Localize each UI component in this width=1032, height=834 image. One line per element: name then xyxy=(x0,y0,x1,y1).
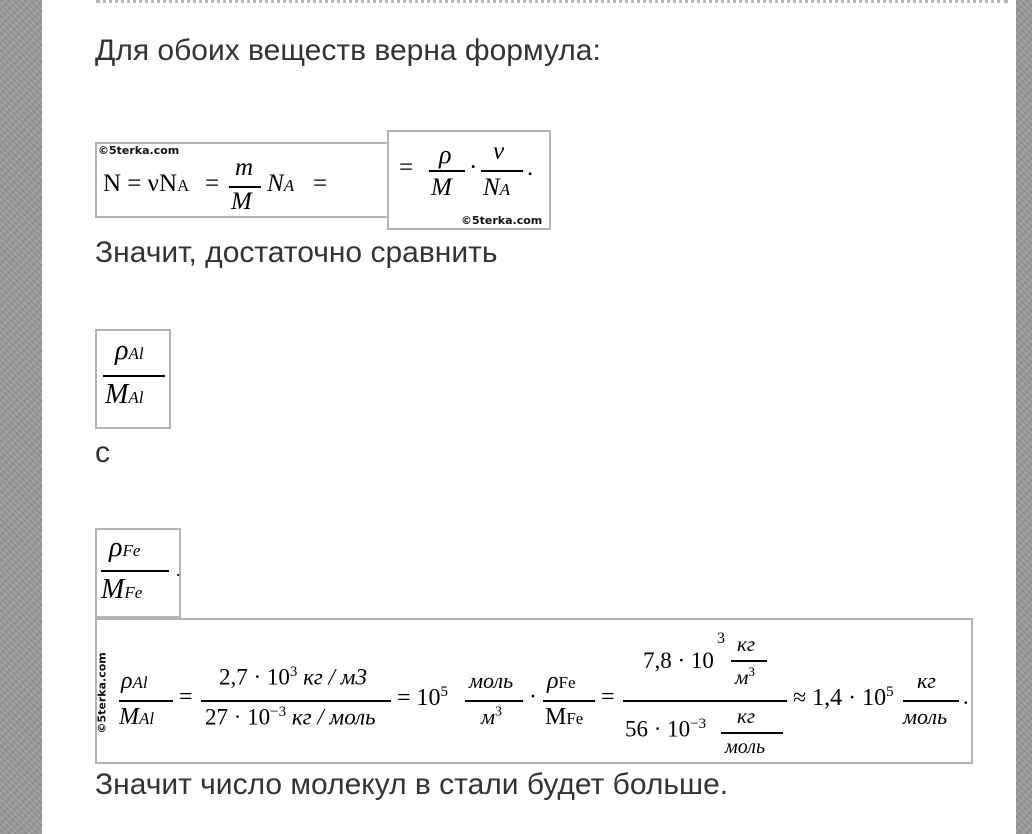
formula-calculation xyxy=(95,618,973,764)
calc-eq2: = $10^5$ xyxy=(397,684,449,711)
formula2-nu: ν xyxy=(493,138,505,165)
calc-big-num-exp: 3 xyxy=(717,630,725,647)
formula2-M: M xyxy=(431,174,452,201)
fraction-bar xyxy=(101,570,169,572)
calc-u2-den: моль xyxy=(903,704,948,729)
fraction-bar xyxy=(543,700,595,702)
paragraph-compare: Значит, достаточно сравнить xyxy=(95,236,498,269)
formula2-eq: = xyxy=(399,154,414,181)
calc-big-num-u-num: кг xyxy=(737,632,756,656)
fraction-bar xyxy=(429,170,465,172)
calc-dot: · xyxy=(529,684,537,710)
ratio-al-rho: ρAl xyxy=(115,335,144,366)
formula-image-n xyxy=(95,142,389,218)
ratio-fe-rho: ρFe xyxy=(109,532,141,563)
ratio-fe-end: . xyxy=(176,560,181,580)
formula-na: NA xyxy=(267,170,295,197)
formula2-dot: · xyxy=(469,154,478,181)
calc-u2-num: кг xyxy=(917,668,936,693)
formula-image-rho-nu xyxy=(387,130,551,230)
calc-big-den-u-den: моль xyxy=(725,736,766,758)
formula-tail-eq: = xyxy=(313,170,328,197)
calc-big-num-u-den: $м^3$ xyxy=(735,664,755,689)
fraction-bar xyxy=(721,732,783,734)
calc-rho-al: ρAl xyxy=(121,668,148,694)
calc-big-num: 7,8 · 10 xyxy=(643,648,714,673)
calc-frac1-num: $2,7 \cdot 10^3$ кг / м3 xyxy=(219,664,367,690)
calc-big-den-u-num: кг xyxy=(737,704,756,728)
fraction-bar xyxy=(731,660,767,662)
calc-u1-num: моль xyxy=(469,668,514,693)
paragraph-formula-intro: Для обоих веществ верна формула: xyxy=(95,34,601,67)
calc-u1-den: $м^3$ xyxy=(481,704,503,729)
calc-M-al: MAl xyxy=(119,704,155,730)
fraction-bar xyxy=(481,170,523,172)
calc-end: . xyxy=(963,684,969,709)
fraction-bar xyxy=(465,700,523,702)
watermark: ©5terka.com xyxy=(95,652,109,734)
formula-lhs: N = νNA xyxy=(103,170,190,197)
paragraph-conclusion: Значит число молекул в стали будет больше. xyxy=(95,768,729,801)
formula2-N: NA xyxy=(483,174,511,201)
fraction-bar xyxy=(103,375,165,377)
dotted-separator xyxy=(96,0,1008,7)
paragraph-with: с xyxy=(95,436,110,469)
calc-eq1: = xyxy=(179,684,193,710)
formula-ratio-al xyxy=(95,329,171,429)
calc-eq3: = xyxy=(601,684,615,710)
fraction-bar xyxy=(623,700,787,702)
formula-num-m: m xyxy=(235,154,254,181)
calc-approx: ≈ $1,4 \cdot 10^5$ xyxy=(793,684,894,711)
watermark: ©5terka.com xyxy=(461,214,543,227)
calc-frac1-den: $27 \cdot 10^{-3}$ кг / моль xyxy=(205,704,376,730)
fraction-bar xyxy=(903,700,959,702)
formula2-end: . xyxy=(527,154,534,181)
formula-ratio-fe xyxy=(95,528,181,618)
fraction-bar xyxy=(201,700,391,702)
calc-M-fe: MFe xyxy=(545,704,584,730)
formula-eq: = xyxy=(205,170,220,197)
fraction-bar xyxy=(119,700,173,702)
ratio-al-M: MAl xyxy=(105,379,144,410)
calc-rho-fe: ρFe xyxy=(547,668,576,694)
ratio-fe-M: MFe xyxy=(101,574,143,605)
formula-den-m: M xyxy=(231,188,252,215)
formula2-rho: ρ xyxy=(439,140,452,169)
watermark: ©5terka.com xyxy=(98,144,180,157)
calc-big-den: $56 \cdot 10^{-3}$ xyxy=(625,716,707,742)
